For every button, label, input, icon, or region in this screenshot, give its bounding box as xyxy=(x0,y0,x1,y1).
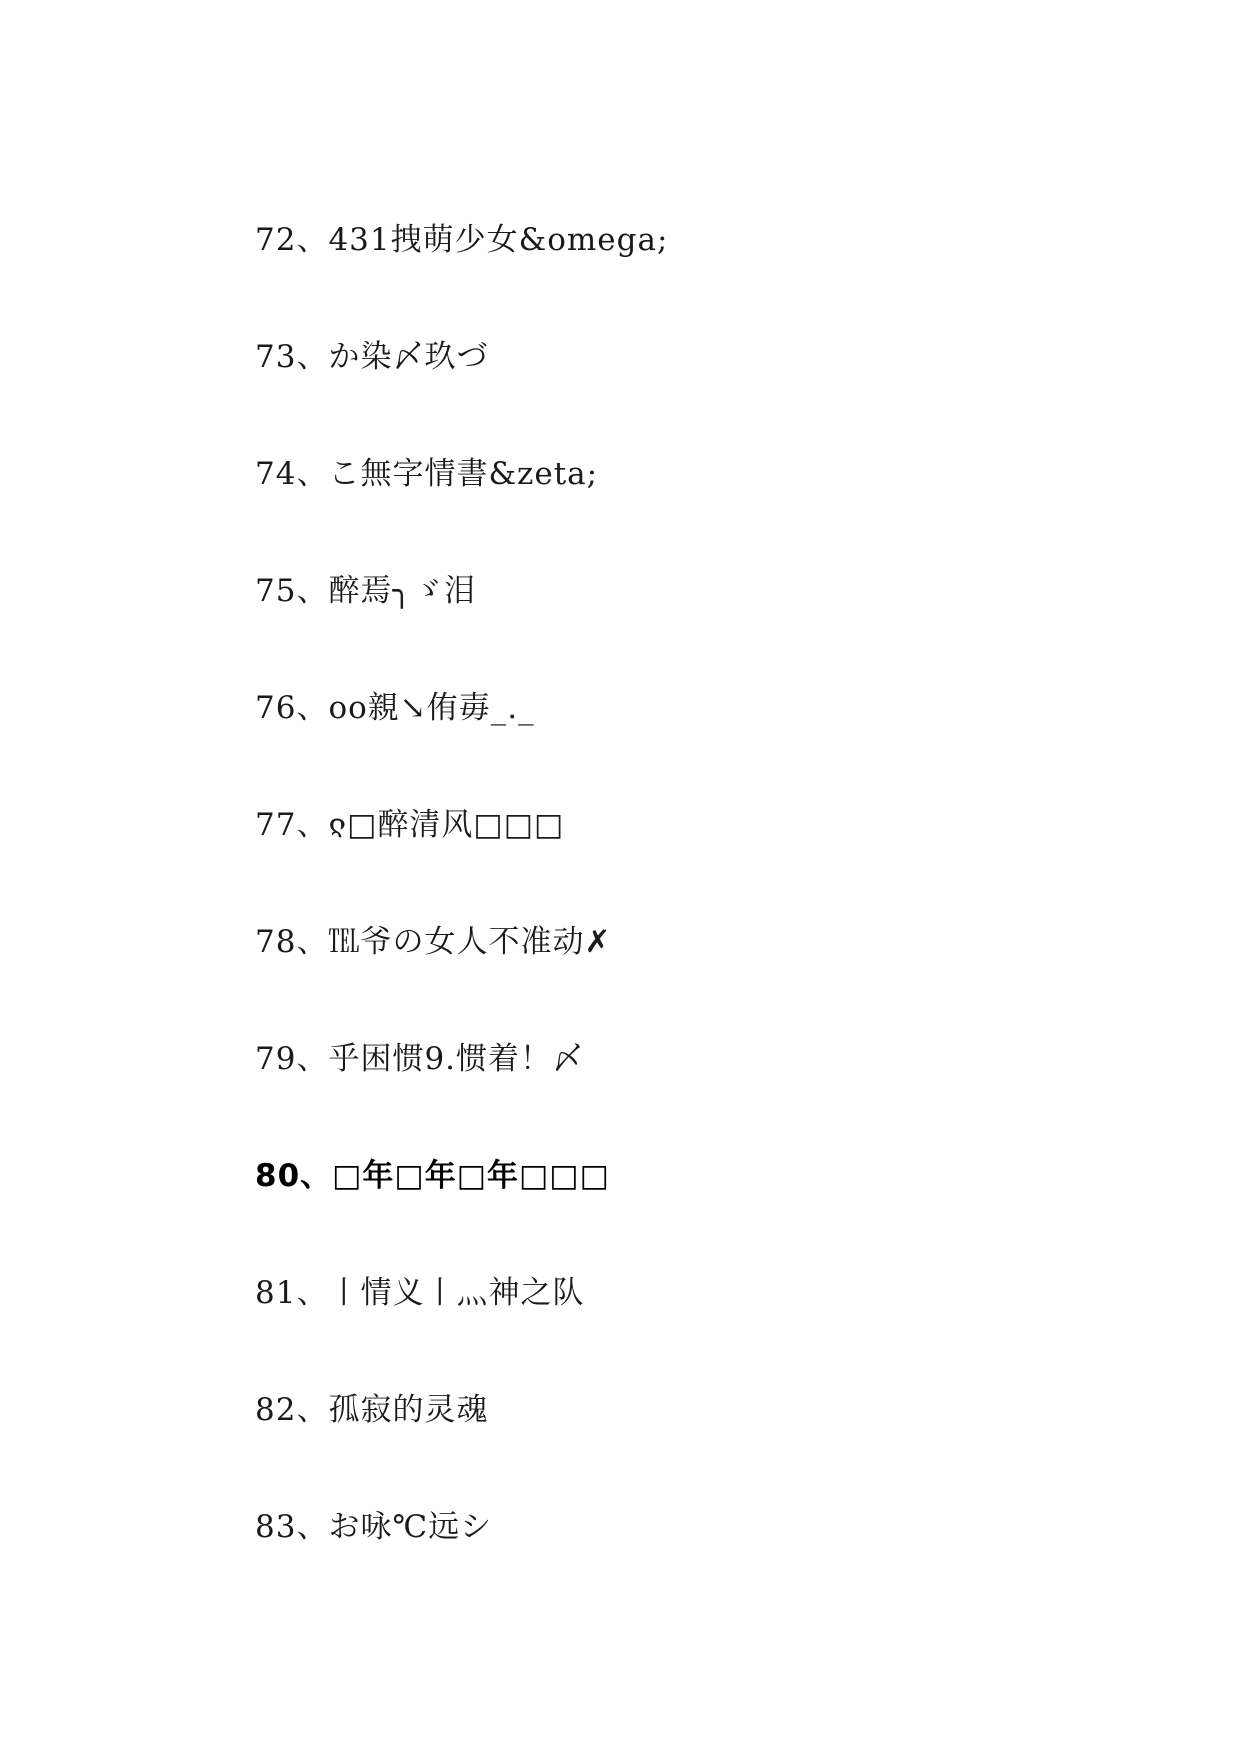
list-item xyxy=(255,1151,668,1268)
item-text: 431拽萌少女&omega; xyxy=(328,222,669,258)
item-text: 醉焉╮ゞ泪 xyxy=(328,573,477,609)
item-text: お咏℃远シ xyxy=(328,1509,493,1545)
item-text: □年□年□年□□□ xyxy=(332,1158,610,1194)
item-number: 79、 xyxy=(255,1041,329,1077)
list-item xyxy=(255,683,668,800)
item-text: か染〆玖づ xyxy=(328,339,489,375)
item-number: 76、 xyxy=(255,690,329,726)
list-item xyxy=(255,1385,668,1502)
item-number: 72、 xyxy=(255,222,329,258)
item-number: 80、 xyxy=(255,1158,333,1194)
list-item xyxy=(255,1268,668,1385)
item-text: 乎困惯9.惯着！〆 xyxy=(328,1041,585,1077)
item-number: 78、 xyxy=(255,924,329,960)
item-text: 孤寂的灵魂 xyxy=(328,1392,489,1428)
list-item xyxy=(255,566,668,683)
item-text: ℡爷の女人不准动✗ xyxy=(328,924,612,960)
item-number: 77、 xyxy=(255,807,329,843)
list-item xyxy=(255,215,668,332)
list-item xyxy=(255,449,668,566)
item-text: oo親↘侑毐_._ xyxy=(328,690,535,726)
list-item xyxy=(255,800,668,917)
list-item xyxy=(255,332,668,449)
name-list xyxy=(255,215,668,1619)
item-number: 74、 xyxy=(255,456,329,492)
item-text: ჺ□醉清风□□□ xyxy=(328,807,565,843)
list-item xyxy=(255,917,668,1034)
item-number: 81、 xyxy=(255,1275,329,1311)
item-number: 83、 xyxy=(255,1509,329,1545)
item-text: 丨情义丨灬神之队 xyxy=(328,1275,585,1311)
item-number: 75、 xyxy=(255,573,329,609)
list-item xyxy=(255,1034,668,1151)
item-number: 82、 xyxy=(255,1392,329,1428)
item-number: 73、 xyxy=(255,339,329,375)
item-text: こ無字情書&zeta; xyxy=(328,456,599,492)
list-item xyxy=(255,1502,668,1619)
